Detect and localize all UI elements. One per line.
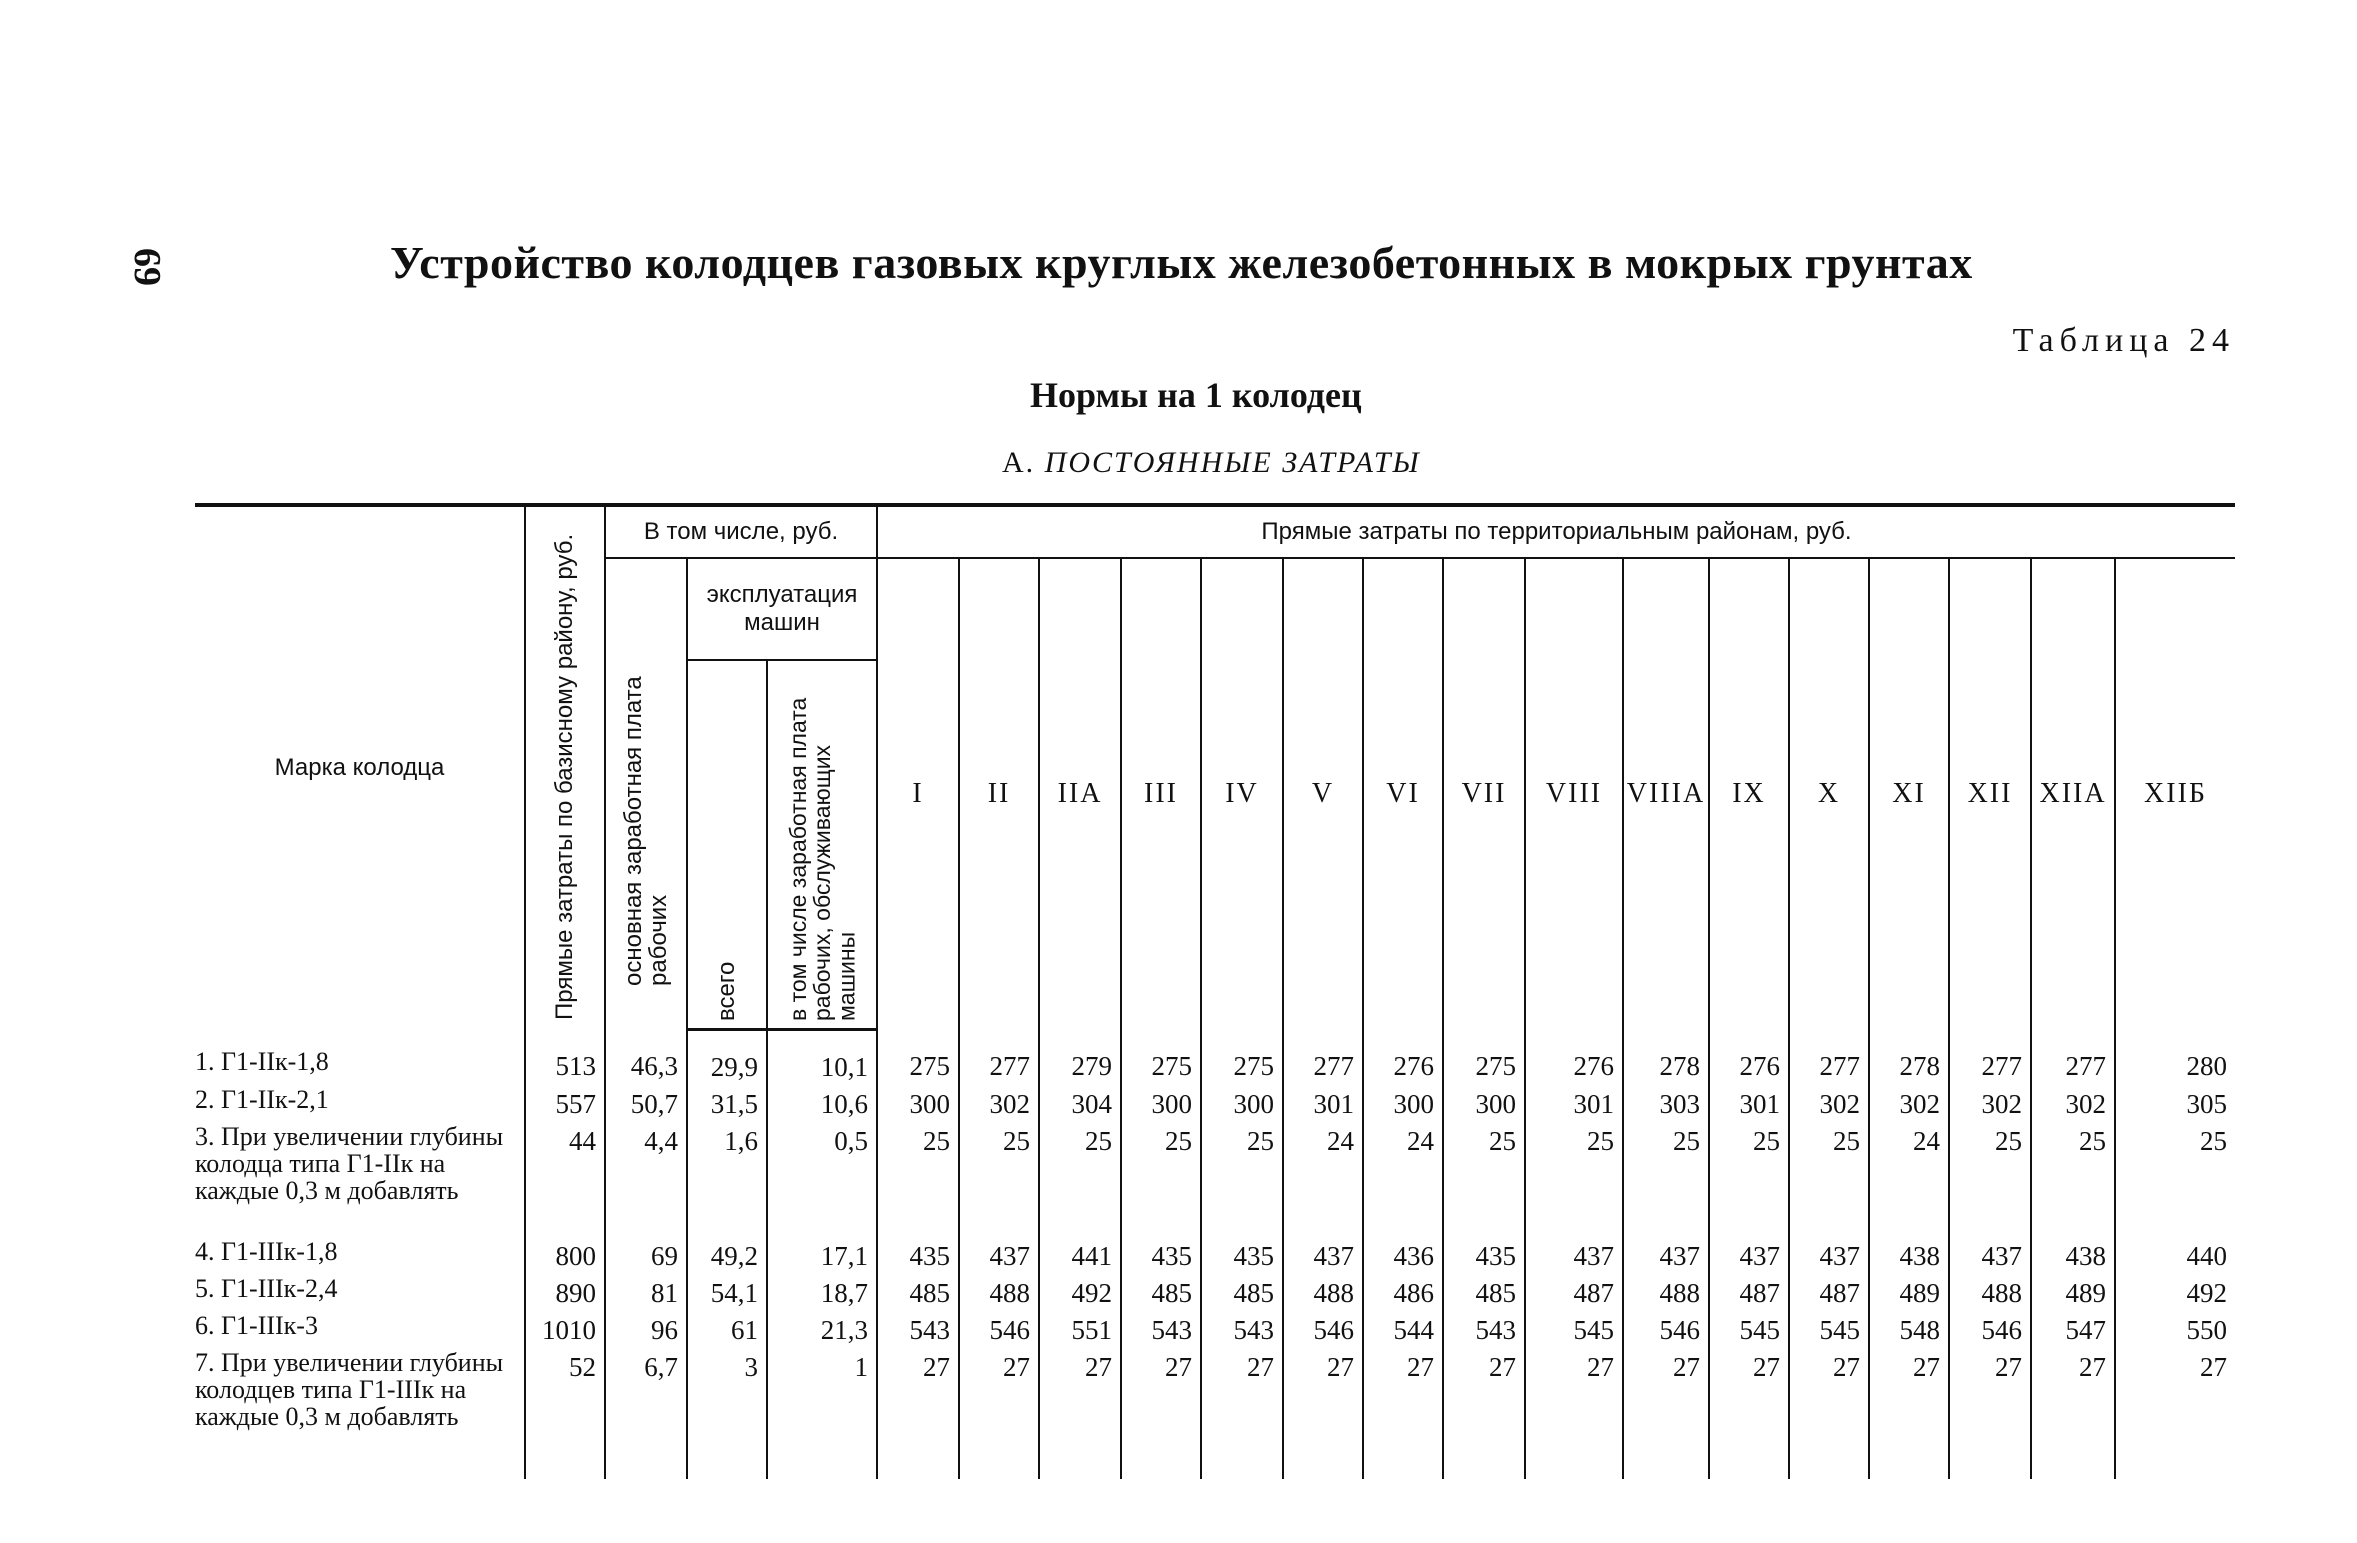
table-row [195, 1030, 2235, 1087]
row-base: 1010 [525, 1312, 605, 1349]
row-region: 277 [1789, 1030, 1869, 1087]
row-region: 300 [1363, 1086, 1443, 1123]
row-region: 302 [959, 1086, 1039, 1123]
row-region: 303 [1623, 1086, 1709, 1123]
row-region: 276 [1709, 1030, 1789, 1087]
row-region: 25 [1039, 1123, 1121, 1238]
row-region: 278 [1869, 1030, 1949, 1087]
row-region: 302 [1949, 1086, 2031, 1123]
row-mach-total: 49,2 [687, 1238, 767, 1275]
row-region: 275 [1121, 1030, 1201, 1087]
row-region: 27 [959, 1349, 1039, 1479]
row-mach-total: 1,6 [687, 1123, 767, 1238]
row-region: 27 [1201, 1349, 1283, 1479]
row-base: 557 [525, 1086, 605, 1123]
header-machines-wages [767, 660, 877, 1030]
row-region: 27 [1869, 1349, 1949, 1479]
row-region: 435 [1121, 1238, 1201, 1275]
header-wages [605, 558, 687, 1030]
table-row [195, 1275, 2235, 1312]
row-mach-wages: 17,1 [767, 1238, 877, 1275]
row-region: 302 [2031, 1086, 2115, 1123]
row-region: 275 [1201, 1030, 1283, 1087]
row-region: 485 [1443, 1275, 1525, 1312]
row-region: 486 [1363, 1275, 1443, 1312]
row-region: 489 [1869, 1275, 1949, 1312]
row-region: 488 [1283, 1275, 1363, 1312]
row-mach-total: 31,5 [687, 1086, 767, 1123]
row-region: 27 [1789, 1349, 1869, 1479]
row-region: 488 [1949, 1275, 2031, 1312]
row-region: 438 [1869, 1238, 1949, 1275]
row-base: 513 [525, 1030, 605, 1087]
header-region-8: VIII [1525, 558, 1623, 1030]
header-region-5: V [1283, 558, 1363, 1030]
row-region: 302 [1789, 1086, 1869, 1123]
row-region: 544 [1363, 1312, 1443, 1349]
header-regional [877, 505, 2235, 558]
header-region-8a: VIIIA [1623, 558, 1709, 1030]
row-region: 279 [1039, 1030, 1121, 1087]
row-region: 543 [1443, 1312, 1525, 1349]
row-region: 275 [1443, 1030, 1525, 1087]
header-region-2: II [959, 558, 1039, 1030]
row-region: 488 [1623, 1275, 1709, 1312]
row-region: 300 [1443, 1086, 1525, 1123]
row-region: 27 [1039, 1349, 1121, 1479]
row-region: 441 [1039, 1238, 1121, 1275]
row-region: 543 [1201, 1312, 1283, 1349]
table-row [195, 1086, 2235, 1123]
row-region: 25 [1525, 1123, 1623, 1238]
row-region: 437 [1789, 1238, 1869, 1275]
row-region: 550 [2115, 1312, 2235, 1349]
table-row [195, 1123, 2235, 1238]
row-region: 437 [959, 1238, 1039, 1275]
row-region: 25 [1709, 1123, 1789, 1238]
row-region: 488 [959, 1275, 1039, 1312]
header-region-12b: XIIБ [2115, 558, 2235, 1030]
header-machines-total [687, 660, 767, 1030]
table-row [195, 1238, 2235, 1275]
row-region: 275 [877, 1030, 959, 1087]
header-mark-label: Марка колодца [274, 754, 445, 782]
row-region: 25 [1443, 1123, 1525, 1238]
row-region: 437 [1709, 1238, 1789, 1275]
row-region: 545 [1525, 1312, 1623, 1349]
row-region: 545 [1709, 1312, 1789, 1349]
page-title: Устройство колодцев газовых круглых железобетонных в мокрых грунтах [390, 237, 1973, 288]
row-region: 25 [1949, 1123, 2031, 1238]
header-region-9: IX [1709, 558, 1789, 1030]
row-region: 27 [877, 1349, 959, 1479]
header-region-6: VI [1363, 558, 1443, 1030]
row-region: 437 [1623, 1238, 1709, 1275]
row-region: 24 [1363, 1123, 1443, 1238]
header-region-7: VII [1443, 558, 1525, 1030]
row-region: 546 [1949, 1312, 2031, 1349]
row-region: 435 [1443, 1238, 1525, 1275]
section-prefix: А. [1002, 446, 1036, 479]
row-region: 27 [1363, 1349, 1443, 1479]
header-region-12: XII [1949, 558, 2031, 1030]
row-mach-total: 61 [687, 1312, 767, 1349]
row-region: 27 [1949, 1349, 2031, 1479]
row-region: 25 [1121, 1123, 1201, 1238]
row-wages: 4,4 [605, 1123, 687, 1238]
row-region: 27 [2115, 1349, 2235, 1479]
header-region-11: XI [1869, 558, 1949, 1030]
table-row [195, 1312, 2235, 1349]
row-region: 277 [959, 1030, 1039, 1087]
row-mach-total: 29,9 [687, 1030, 767, 1087]
header-region-12a: XIIA [2031, 558, 2115, 1030]
row-region: 487 [1789, 1275, 1869, 1312]
header-machines-total-label: всего [713, 961, 741, 1021]
row-region: 301 [1525, 1086, 1623, 1123]
row-region: 277 [2031, 1030, 2115, 1087]
row-region: 27 [1121, 1349, 1201, 1479]
row-mach-wages: 18,7 [767, 1275, 877, 1312]
row-region: 492 [2115, 1275, 2235, 1312]
header-region-10: X [1789, 558, 1869, 1030]
header-machines [687, 558, 877, 660]
row-base: 52 [525, 1349, 605, 1479]
row-region: 546 [1283, 1312, 1363, 1349]
row-region: 300 [1121, 1086, 1201, 1123]
header-wages-label: основная заработная плата рабочих [619, 676, 672, 986]
row-wages: 81 [605, 1275, 687, 1312]
header-machines-label: эксплуатация машин [706, 581, 858, 636]
section-title [1002, 446, 1421, 480]
row-region: 27 [1443, 1349, 1525, 1479]
row-mach-wages: 10,1 [767, 1030, 877, 1087]
row-wages: 46,3 [605, 1030, 687, 1087]
row-region: 25 [1789, 1123, 1869, 1238]
row-region: 438 [2031, 1238, 2115, 1275]
row-region: 440 [2115, 1238, 2235, 1275]
row-region: 545 [1789, 1312, 1869, 1349]
row-region: 487 [1709, 1275, 1789, 1312]
row-region: 547 [2031, 1312, 2115, 1349]
header-machines-wages-label: в том числе заработная плата рабочих, обслуживающих машины [784, 697, 860, 1021]
row-mach-wages: 1 [767, 1349, 877, 1479]
row-region: 24 [1283, 1123, 1363, 1238]
header-region-2a: IIA [1039, 558, 1121, 1030]
row-region: 277 [1283, 1030, 1363, 1087]
row-region: 27 [1525, 1349, 1623, 1479]
header-region-1: I [877, 558, 959, 1030]
row-region: 302 [1869, 1086, 1949, 1123]
header-mark [195, 505, 525, 1030]
table-subtitle: Нормы на 1 колодец [1030, 375, 1362, 415]
norms-table [195, 503, 2235, 1479]
row-region: 436 [1363, 1238, 1443, 1275]
row-mach-total: 54,1 [687, 1275, 767, 1312]
row-base: 800 [525, 1238, 605, 1275]
header-including-label: В том числе, руб. [643, 518, 839, 545]
row-region: 489 [2031, 1275, 2115, 1312]
row-region: 301 [1709, 1086, 1789, 1123]
row-region: 300 [877, 1086, 959, 1123]
row-region: 548 [1869, 1312, 1949, 1349]
table-row [195, 1349, 2235, 1479]
row-region: 305 [2115, 1086, 2235, 1123]
row-mach-wages: 10,6 [767, 1086, 877, 1123]
row-name: 2. Г1-IIк-2,1 [195, 1085, 329, 1114]
row-name: 5. Г1-IIIк-2,4 [195, 1274, 338, 1303]
row-region: 276 [1363, 1030, 1443, 1087]
header-regional-label: Прямые затраты по территориальным районам, руб. [1261, 518, 1852, 545]
row-region: 435 [1201, 1238, 1283, 1275]
row-region: 300 [1201, 1086, 1283, 1123]
row-region: 543 [1121, 1312, 1201, 1349]
header-base-cost [525, 505, 605, 1030]
page-number: 69 [126, 248, 168, 286]
header-base-cost-label: Прямые затраты по базисному району, руб. [551, 533, 579, 1020]
row-region: 437 [1949, 1238, 2031, 1275]
row-region: 277 [1949, 1030, 2031, 1087]
row-base: 890 [525, 1275, 605, 1312]
row-name: 3. При увеличении глубины колодца типа Г1-IIк на каждые 0,3 м добавлять [195, 1122, 504, 1205]
row-region: 492 [1039, 1275, 1121, 1312]
row-base: 44 [525, 1123, 605, 1238]
row-wages: 96 [605, 1312, 687, 1349]
row-region: 546 [1623, 1312, 1709, 1349]
row-region: 25 [1623, 1123, 1709, 1238]
header-region-3: III [1121, 558, 1201, 1030]
row-mach-wages: 21,3 [767, 1312, 877, 1349]
row-region: 485 [877, 1275, 959, 1312]
section-title-text: ПОСТОЯННЫЕ ЗАТРАТЫ [1044, 446, 1421, 479]
row-name: 6. Г1-IIIк-3 [195, 1311, 318, 1340]
row-region: 25 [877, 1123, 959, 1238]
row-region: 551 [1039, 1312, 1121, 1349]
row-region: 435 [877, 1238, 959, 1275]
row-region: 301 [1283, 1086, 1363, 1123]
row-region: 546 [959, 1312, 1039, 1349]
row-name: 7. При увеличении глубины колодцев типа Г1-IIIк на каждые 0,3 м добавлять [195, 1348, 504, 1431]
row-mach-wages: 0,5 [767, 1123, 877, 1238]
row-region: 304 [1039, 1086, 1121, 1123]
row-region: 25 [2115, 1123, 2235, 1238]
row-region: 27 [1623, 1349, 1709, 1479]
row-region: 27 [2031, 1349, 2115, 1479]
row-region: 437 [1525, 1238, 1623, 1275]
row-region: 25 [959, 1123, 1039, 1238]
row-name: 1. Г1-IIк-1,8 [195, 1046, 329, 1076]
row-region: 437 [1283, 1238, 1363, 1275]
row-wages: 6,7 [605, 1349, 687, 1479]
table-label: Таблица 24 [2012, 322, 2235, 359]
row-mach-total: 3 [687, 1349, 767, 1479]
row-region: 278 [1623, 1030, 1709, 1087]
row-region: 25 [1201, 1123, 1283, 1238]
header-region-4: IV [1201, 558, 1283, 1030]
row-region: 487 [1525, 1275, 1623, 1312]
row-wages: 69 [605, 1238, 687, 1275]
row-region: 485 [1121, 1275, 1201, 1312]
header-including [605, 505, 877, 558]
row-region: 27 [1709, 1349, 1789, 1479]
row-region: 24 [1869, 1123, 1949, 1238]
row-region: 27 [1283, 1349, 1363, 1479]
row-wages: 50,7 [605, 1086, 687, 1123]
row-region: 276 [1525, 1030, 1623, 1087]
row-region: 280 [2115, 1030, 2235, 1087]
row-region: 485 [1201, 1275, 1283, 1312]
row-region: 543 [877, 1312, 959, 1349]
row-name: 4. Г1-IIIк-1,8 [195, 1237, 338, 1266]
row-region: 25 [2031, 1123, 2115, 1238]
